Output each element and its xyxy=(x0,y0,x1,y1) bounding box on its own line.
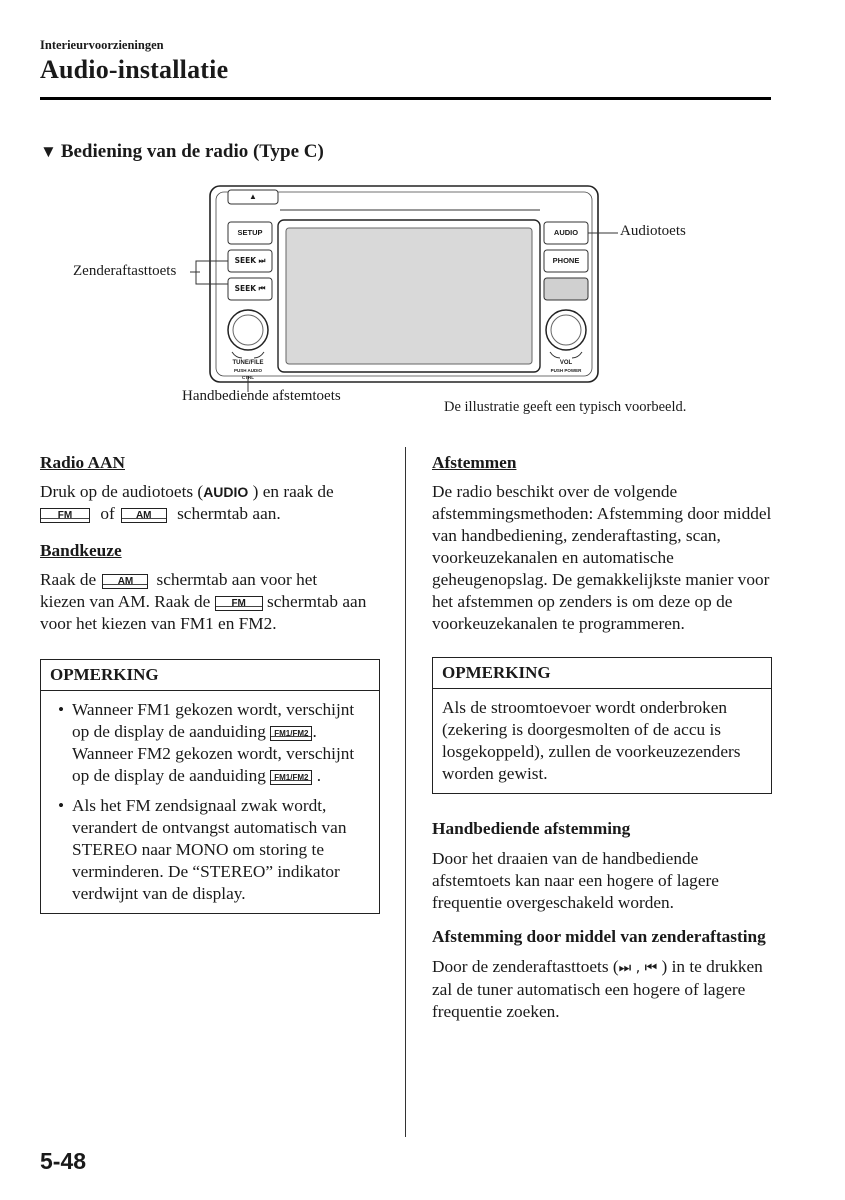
note-box-left xyxy=(40,659,380,914)
radio-aan-text-3: of xyxy=(100,504,115,523)
radio-aan-text-1: Druk op de audiotoets ( xyxy=(40,482,204,501)
figure-caption: De illustratie geeft een typisch voorbeeld. xyxy=(444,399,687,415)
afstemmen-text: De radio beschikt over de volgende afstemmingsmethoden: Afstemming door middel van handbediening, zenderaftasting, scan, voorkeuzekanalen en automatische geheugenopslag. De gemakkelijkste manier voor het afstemmen op zenders is om deze op de voorkeuzekanalen te programmeren. xyxy=(432,482,772,633)
radio-aan-text-4: schermtab aan. xyxy=(177,504,281,523)
zenderaftasting-text xyxy=(432,956,772,1023)
note-bullet-1 xyxy=(50,699,370,787)
bandkeuze-text-1: Raak de xyxy=(40,570,97,589)
seek-keys-icon: ⏭ , ⏮ xyxy=(618,960,658,976)
tune-knob-sub: PUSH AUDIO CTRL xyxy=(233,368,263,380)
bandkeuze-heading: Bandkeuze xyxy=(40,541,122,560)
zenderaftasting-text-2: ) in te drukken zal de tuner automatisch een hogere of lagere frequentie zoeken. xyxy=(432,957,763,1021)
radio-aan-text-2: ) en raak de xyxy=(252,482,334,501)
right-column xyxy=(432,453,772,1023)
tune-knob-title: TUNE/FILE xyxy=(232,360,264,366)
zenderaftasting-heading: Afstemming door middel van zenderaftasting xyxy=(432,927,766,946)
note-bullet-1-text-c: . xyxy=(316,766,322,785)
note-body-right: Als de stroomtoevoer wordt onderbroken (zekering is doorgesmolten of de accu is losgekoppeld), zullen de voorkeuzezenders worden gewist. xyxy=(442,698,741,783)
callout-audiotoets: Audiotoets xyxy=(620,223,686,239)
subsection-title xyxy=(40,141,324,163)
page-number: 5-48 xyxy=(40,1148,87,1174)
fm-tab-2: FM xyxy=(215,596,263,611)
tune-knob-label xyxy=(228,360,268,381)
am-tab: AM xyxy=(121,508,167,523)
vol-knob-title: VOL xyxy=(559,360,573,366)
note-box-right xyxy=(432,657,772,794)
seek-down-button[interactable]: SEEK ⏮ xyxy=(234,284,266,293)
subsection-title-text: Bediening van de radio (Type C) xyxy=(60,141,324,162)
eject-button[interactable]: ▲ xyxy=(249,192,257,201)
note-body-left xyxy=(41,691,379,913)
note-bullet-2: • Als het FM zendsignaal zwak wordt, verandert de ontvangst automatisch van STEREO naar MONO om storing te verminderen. De “STEREO” indikator verdwijnt van de display. xyxy=(50,795,370,905)
radio-aan-heading: Radio AAN xyxy=(40,453,125,472)
triangle-marker-icon: ▼ xyxy=(40,142,57,161)
seek-up-button[interactable]: SEEK ⏭ xyxy=(234,256,266,265)
phone-button[interactable]: PHONE xyxy=(552,256,580,265)
setup-button[interactable]: SETUP xyxy=(237,228,263,237)
bandkeuze-text xyxy=(40,569,380,635)
bandkeuze-text-2: schermtab aan voor het xyxy=(156,570,318,589)
section-kicker: Interieurvoorzieningen xyxy=(40,38,164,52)
note-bullet-1-text-a: Wanneer FM1 gekozen wordt, verschijnt op de display de aanduiding xyxy=(72,700,355,741)
note-heading-left: OPMERKING xyxy=(41,660,379,691)
radio-aan-text xyxy=(40,481,380,525)
bandkeuze-text-3: kiezen van AM. Raak de xyxy=(40,592,211,611)
bandkeuze-text-4: schermtab aan voor het kiezen van FM1 en FM2. xyxy=(40,592,367,633)
callout-handbediende: Handbediende afstemtoets xyxy=(182,388,341,404)
callout-zenderaftasttoets: Zenderaftasttoets xyxy=(73,263,177,279)
page-title: Audio-installatie xyxy=(40,55,229,84)
afstemmen-heading: Afstemmen xyxy=(432,453,517,472)
fm1-indicator: FM1/FM2 xyxy=(270,726,312,741)
column-divider xyxy=(405,447,406,1137)
fm-tab: FM xyxy=(40,508,90,523)
note-bullet-1-text-b: . Wanneer FM2 gekozen wordt, verschijnt op de display de aanduiding xyxy=(72,722,355,785)
vol-knob-sub: PUSH POWER xyxy=(550,368,582,373)
zenderaftasting-text-1: Door de zenderaftasttoets ( xyxy=(432,957,619,976)
vol-knob-label xyxy=(544,360,588,374)
note-heading-right: OPMERKING xyxy=(433,658,771,689)
handbediende-heading: Handbediende afstemming xyxy=(432,819,631,838)
handbediende-text: Door het draaien van de handbediende afstemtoets kan naar een hogere of lagere frequentie overgeschakeld worden. xyxy=(432,849,719,912)
am-tab-2: AM xyxy=(102,574,148,589)
radio-illustration xyxy=(73,180,730,430)
audio-key-label: AUDIO xyxy=(203,484,249,500)
audio-button[interactable]: AUDIO xyxy=(553,228,579,237)
title-rule xyxy=(40,97,771,100)
left-column xyxy=(40,453,380,914)
fm2-indicator: FM1/FM2 xyxy=(270,770,312,785)
